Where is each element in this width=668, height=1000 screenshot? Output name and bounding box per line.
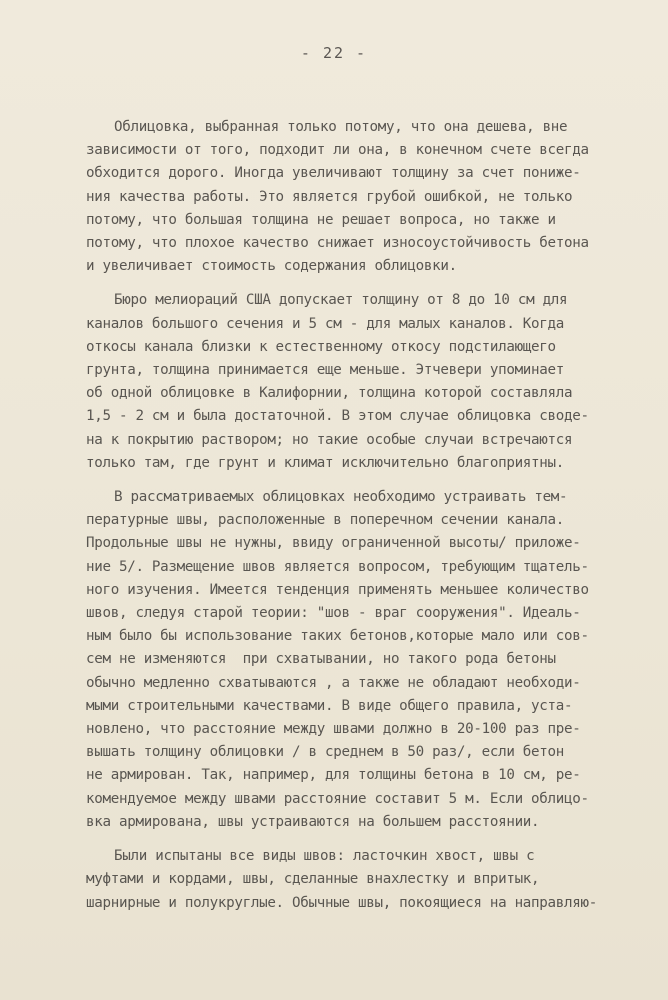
text-line: и увеличивает стоимость содержания облицовки. [86,258,457,275]
text-line: мыми строительными качествами. В виде общего правила, уста- [86,697,573,714]
text-line: каналов большого сечения и 5 см - для малых каналов. Когда [86,315,565,332]
text-line: обходится дорого. Иногда увеличивают толщину за счет пониже- [86,165,581,182]
paragraph [86,845,646,915]
text-line: сем не изменяются при схватывании, но такого рода бетоны [86,651,556,668]
text-line: Бюро мелиораций США допускает толщину от 8 до 10 см для [114,292,568,309]
text-line: Были испытаны все виды швов: ласточкин хвост, швы с [114,848,535,865]
text-line: не армирован. Так, например, для толщины бетона в 10 см, ре- [86,767,581,784]
text-line: комендуемое между швами расстояние составит 5 м. Если облицо- [86,790,589,807]
text-line: на к покрытию раствором; но такие особые случаи встречаются [86,431,573,448]
text-line: новлено, что расстояние между швами должно в 20-100 раз пре- [86,721,581,738]
body-text [86,116,646,926]
text-line: шарнирные и полукруглые. Обычные швы, покоящиеся на направляю- [86,894,597,911]
text-line: Облицовка, выбранная только потому, что она дешева, вне [114,119,568,135]
text-line: об одной облицовке в Калифорнии, толщина которой составляла [86,385,573,402]
text-line: ного изучения. Имеется тенденция применять меньшее количество [86,581,589,598]
text-line: Продольные швы не нужны, ввиду ограниченной высоты/ приложе- [86,535,581,552]
text-line: потому, что большая толщина не решает вопроса, но также и [86,211,556,228]
paragraph [86,486,646,834]
text-line: пературные швы, расположенные в поперечном сечении канала. [86,512,565,529]
text-line: вка армирована, швы устраиваются на большем расстоянии. [86,813,540,830]
text-line: потому, что плохое качество снижает износоустойчивость бетона [86,235,589,252]
paragraph [86,289,646,475]
text-line: муфтами и кордами, швы, сделанные внахлестку и впритык, [86,871,540,888]
text-line: зависимости от того, подходит ли она, в конечном счете всегда [86,142,589,159]
text-line: В рассматриваемых облицовках необходимо устраивать тем- [114,489,568,506]
text-line: 1,5 - 2 см и была достаточной. В этом случае облицовка своде- [86,408,589,425]
text-line: ния качества работы. Это является грубой ошибкой, не только [86,188,573,205]
text-line: ние 5/. Размещение швов является вопросом, требующим тщатель- [86,558,589,575]
text-line: только там, где грунт и климат исключительно благоприятны. [86,454,565,471]
text-line: швов, следуя старой теории: "шов - враг сооружения". Идеаль- [86,605,581,622]
text-line: грунта, толщина принимается еще меньше. Этчевери упоминает [86,362,565,379]
text-line: откосы канала близки к естественному откосу подстилающего [86,338,556,355]
text-line: вышать толщину облицовки / в среднем в 50 раз/, если бетон [86,744,565,761]
text-line: обычно медленно схватываются , а также не обладают необходи- [86,674,581,691]
page-number: - 22 - [300,44,368,62]
paragraph [86,116,646,278]
text-line: ным было бы использование таких бетонов,которые мало или сов- [86,628,589,645]
